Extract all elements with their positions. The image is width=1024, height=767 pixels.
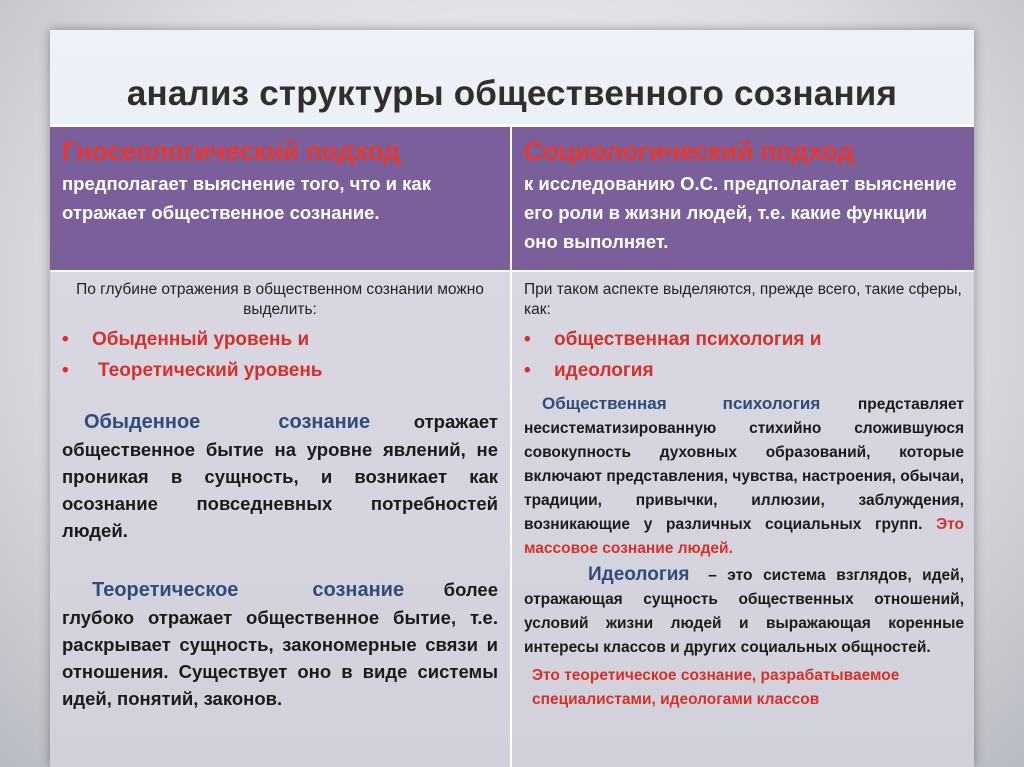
left-text-1: отражает общественное бытие на уровне явлений, не проникая в сущность, и возникает как осознание повседневных потребностей людей. [62,411,498,541]
left-paragraph-2 [62,576,498,712]
list-item [524,355,964,386]
right-term-1: Общественная психология [542,394,821,413]
left-term-2: Теоретическое сознание [92,579,405,601]
slide-title: анализ структуры общественного сознания [126,74,898,113]
right-paragraph-1 [524,392,964,561]
left-bullet-list [62,324,498,386]
left-bullet-2: Теоретический уровень [98,360,323,381]
bullet-icon: • [524,329,531,350]
left-intro: По глубине отражения в общественном сознании можно выделить: [76,281,484,318]
right-text-1: представляет несистематизированную стихийно сложившуюся совокупность духовных образований, которые включают представления, чувства, настроения, обычаи, традиции, привычки, иллюзии, заблуждения, возникающие у различных социальных групп. [524,396,965,533]
bullet-icon: • [524,360,531,381]
right-note-2: Это теоретическое сознание, разрабатываемое специалистами, идеологами классов [532,667,900,708]
right-bullet-1: общественная психология и [554,329,822,350]
right-term-2: Идеология [588,564,690,585]
left-bullet-1: Обыденный уровень и [92,329,310,350]
right-heading: Социологический подход [524,136,855,166]
right-intro: При таком аспекте выделяются, прежде всего, такие сферы, как: [524,281,962,318]
bullet-icon: • [62,360,69,381]
right-bullet-list [524,324,964,386]
bullet-icon: • [62,329,69,350]
left-term-1: Обыденное сознание [84,411,371,433]
left-heading: Гносеологический подход [62,136,400,166]
right-subheading: к исследованию О.С. предполагает выяснение его роли в жизни людей, т.е. какие функции оно выполняет. [524,173,957,252]
list-item [524,324,964,355]
right-text-2: – это система взглядов, идей, отражающая сущность общественных отношений, условий жизни людей и выражающая коренные интересы классов и других социальных общностей. [524,567,965,656]
right-note-1: Это массовое сознание людей. [524,516,964,557]
right-body-cell [512,270,974,767]
right-bullet-2: идеология [554,360,654,381]
right-paragraph-2 [524,563,964,660]
left-paragraph-1 [62,408,498,544]
right-header-cell [512,124,974,270]
left-text-2: более глубоко отражает общественное бытие, т.е. раскрывает сущность, закономерные связи и отношения. Существует оно в виде системы идей, понятий, законов. [62,579,498,709]
list-item [62,355,498,386]
left-body-cell [50,270,512,767]
slide [50,30,974,767]
comparison-table [50,124,974,767]
left-header-cell [50,124,512,270]
list-item [62,324,498,355]
left-subheading: предполагает выяснение того, что и как отражает общественное сознание. [62,173,431,223]
